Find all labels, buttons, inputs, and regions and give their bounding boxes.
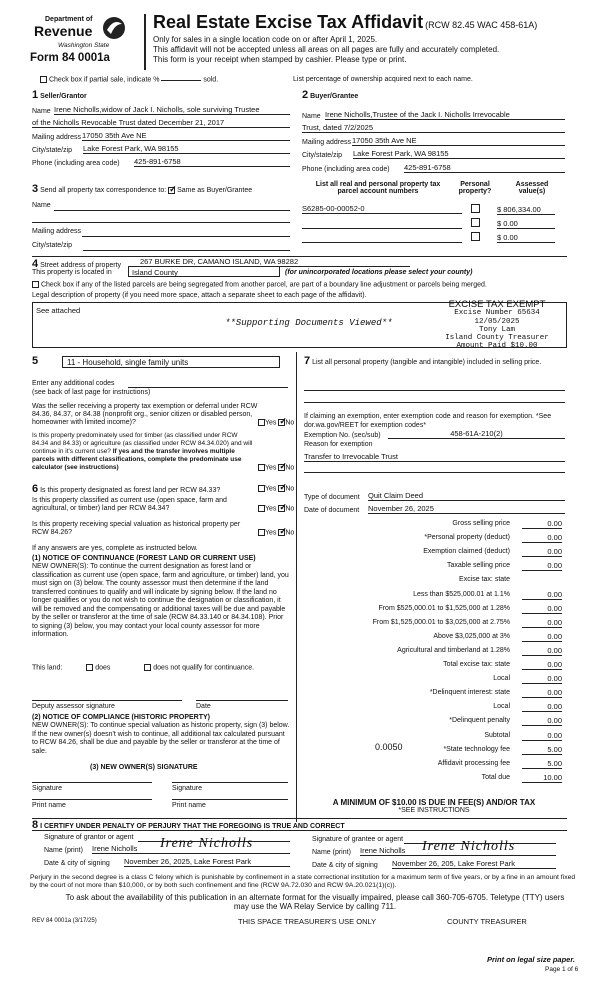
minimum-due: A MINIMUM OF $10.00 IS DUE IN FEE(S) AND/OR TAX bbox=[332, 798, 536, 807]
legal-paper-note: Print on legal size paper. bbox=[487, 955, 575, 964]
county-note: (for unincorporated locations please select your county) bbox=[285, 269, 473, 276]
if-yes-note: If any answers are yes, complete as instructed below. bbox=[32, 545, 198, 552]
land-does-not-checkbox[interactable] bbox=[144, 664, 151, 671]
local-rate: 0.0050 bbox=[375, 742, 403, 752]
dept-line1: Department of bbox=[45, 16, 93, 23]
buyer-mail-label: Mailing address bbox=[302, 139, 352, 146]
section7-heading: 7 List all personal property (tangible and intangible) included in selling price. bbox=[304, 355, 542, 367]
addl-codes-label: Enter any additional codes bbox=[32, 380, 115, 387]
notice3-title: (3) NEW OWNER(S) SIGNATURE bbox=[90, 764, 198, 771]
q-exemption-yesno: Yes ✓ No bbox=[258, 419, 294, 426]
personal-header: Personal property? bbox=[458, 181, 492, 195]
grantor-sig-label: Signature of grantor or agent bbox=[44, 834, 134, 841]
owner-sig-label-1: Signature bbox=[32, 785, 62, 792]
supporting-docs: **Supporting Documents Viewed** bbox=[225, 318, 393, 328]
dor-logo bbox=[30, 12, 130, 70]
dept-line3: Washington State bbox=[58, 42, 110, 49]
section1-heading: 1 Seller/Grantor bbox=[32, 89, 87, 101]
tax-row-label: *Delinquent interest: state bbox=[429, 689, 510, 697]
tax-row-label: Agricultural and timberland at 1.28% bbox=[397, 646, 510, 654]
tax-row-value[interactable]: 0.00 bbox=[522, 604, 562, 614]
tax-row-value[interactable]: 0.00 bbox=[522, 702, 562, 712]
grantor-name-label: Name (print) bbox=[44, 847, 83, 854]
grantee-name[interactable]: Irene Nicholls bbox=[360, 846, 556, 856]
seller-name-label: Name bbox=[32, 108, 51, 115]
reason-label: Reason for exemption bbox=[304, 441, 373, 448]
land-does-checkbox[interactable] bbox=[86, 664, 93, 671]
rev-number: REV 84 0001a (3/17/25) bbox=[32, 918, 97, 924]
header-note-3: This form is your receipt when stamped by cashier. Please type or print. bbox=[153, 55, 407, 64]
seller-mail-label: Mailing address bbox=[32, 134, 82, 141]
doc-date-label: Date of document bbox=[304, 507, 360, 514]
exemption-note: If claiming an exemption, enter exemption code and reason for exemption. *See dor.wa.gov/REET for exemption codes* bbox=[304, 413, 552, 429]
tax-row-value[interactable]: 0.00 bbox=[522, 547, 562, 557]
q-current-use: Is this property classified as current use (open space, farm and agricultural, or timber) land per RCW 84.34? bbox=[32, 497, 227, 512]
owner-print-label-2: Print name bbox=[172, 802, 206, 809]
section2-heading: 2 Buyer/Grantee bbox=[302, 89, 359, 101]
buyer-name-2[interactable]: Trust, dated 7/2/2025 bbox=[302, 123, 565, 133]
buyer-mail[interactable]: 17050 35th Ave NE bbox=[352, 136, 565, 146]
grantee-signature[interactable]: Irene Nicholls bbox=[422, 839, 516, 854]
buyer-phone[interactable]: 425-891-6758 bbox=[404, 163, 565, 173]
q-historic-yesno: Yes ✓ No bbox=[258, 529, 294, 536]
tax-row-label: *Delinquent penalty bbox=[449, 717, 510, 725]
personal-checkbox-3[interactable] bbox=[471, 232, 480, 241]
q-forest-yesno: Yes ✓ No bbox=[258, 485, 294, 492]
buyer-city-label: City/state/zip bbox=[302, 152, 343, 159]
tax-row-label: From $1,525,000.01 to $3,025,000 at 2.75% bbox=[372, 618, 510, 626]
tax-row-value[interactable]: 5.00 bbox=[522, 745, 562, 755]
assessed-value-3[interactable]: $ 0.00 bbox=[497, 233, 555, 243]
parcel-number[interactable]: S6285-00-00052-0 bbox=[302, 204, 462, 214]
logo-swoosh-icon bbox=[102, 16, 126, 42]
tax-row-value[interactable]: 0.00 bbox=[522, 646, 562, 656]
this-land-row: This land: does does not qualify for continuance. bbox=[32, 664, 255, 672]
buyer-name-1[interactable]: Irene Nicholls,Trustee of the Jack I. Nicholls Irrevocable bbox=[325, 110, 565, 120]
header-note-2: This affidavit will not be accepted unless all areas on all pages are fully and accurately completed. bbox=[153, 45, 500, 54]
personal-checkbox-1[interactable] bbox=[471, 204, 480, 213]
grantor-date[interactable]: November 26, 2025, Lake Forest Park bbox=[124, 857, 290, 867]
tax-row-label: Excise tax: state bbox=[459, 576, 510, 584]
county-treasurer: COUNTY TREASURER bbox=[447, 917, 527, 926]
q-historic: Is this property receiving special valuation as historical property per RCW 84.26? bbox=[32, 521, 241, 536]
tax-row-label: Total due bbox=[481, 773, 510, 781]
owner-print-label-1: Print name bbox=[32, 802, 66, 809]
tax-row-value[interactable]: 0.00 bbox=[522, 688, 562, 698]
seller-city-label: City/state/zip bbox=[32, 147, 73, 154]
seller-phone[interactable]: 425-891-6758 bbox=[134, 157, 290, 167]
partial-sale-row bbox=[40, 76, 218, 83]
tax-row-value[interactable]: 0.00 bbox=[522, 660, 562, 670]
tax-row-label: From $525,000.01 to $1,525,000 at 1.28% bbox=[378, 604, 510, 612]
perjury-note: Perjury in the second degree is a class C felony which is punishable by confinement in a state correctional institution for a maximum term of five years, or by a fine in an amount fixed by the court of not more than $10,000, or by both such confinement and fine (RCW 9A.72.030 and RCW 9A.20.021(1)(c)). bbox=[30, 874, 576, 889]
partial-sale-suffix: sold. bbox=[203, 76, 219, 84]
grantee-sig-label: Signature of grantee or agent bbox=[312, 836, 404, 843]
same-as-buyer-checkbox[interactable] bbox=[168, 187, 175, 194]
section8-heading: 8 I CERTIFY UNDER PENALTY OF PERJURY THAT THE FOREGOING IS TRUE AND CORRECT bbox=[32, 819, 345, 831]
section3-heading: 3 Send all property tax correspondence to: ✓ Same as Buyer/Grantee bbox=[32, 183, 252, 195]
buyer-name-label: Name bbox=[302, 113, 321, 120]
q-current-use-yesno: Yes ✓ No bbox=[258, 505, 294, 512]
seller-name-2[interactable]: of the Nicholls Revocable Trust dated December 21, 2017 bbox=[32, 118, 290, 128]
form-title bbox=[153, 12, 537, 33]
alt-format-note: To ask about the availability of this publication in an alternate format for the visually impaired, please call 360-705-6705. Teletype (TTY) users may use the WA Relay Service by calling 711. bbox=[65, 893, 565, 911]
tax-row-value[interactable]: 0.00 bbox=[522, 533, 562, 543]
tax-row-label: Less than $525,000.01 at 1.1% bbox=[413, 590, 510, 598]
q-exemption: Was the seller receiving a property tax exemption or deferral under RCW 84.36, 84.37, or 84.38 (nonprofit org., senior citizen or disabled person, homeowner with limited income)? bbox=[32, 403, 258, 426]
tax-row-value[interactable]: 0.00 bbox=[522, 632, 562, 642]
addl-codes-note: (see back of last page for instructions) bbox=[32, 389, 151, 396]
tax-row-label: *Personal property (deduct) bbox=[424, 534, 510, 542]
seller-phone-label: Phone (including area code) bbox=[32, 160, 120, 167]
tax-row-label: Above $3,025,000 at 3% bbox=[433, 632, 510, 640]
assessed-value-1[interactable]: $ 806,334.00 bbox=[497, 205, 555, 215]
tax-row-label: Local bbox=[493, 703, 510, 711]
form-rcw: (RCW 82.45 WAC 458-61A) bbox=[425, 20, 538, 30]
tax-row-value[interactable]: 0.00 bbox=[522, 590, 562, 600]
grantee-date[interactable]: November 26, 205, Lake Forest Park bbox=[392, 859, 556, 869]
partial-sale-label: Check box if partial sale, indicate % bbox=[48, 76, 160, 84]
corr-name-label: Name bbox=[32, 202, 51, 209]
tax-row-value[interactable]: 10.00 bbox=[522, 773, 562, 783]
tax-row-label: Exemption claimed (deduct) bbox=[423, 548, 510, 556]
q-timber: Is this property predominately used for timber (as classified under RCW 84.34 and 84.33) or agriculture (as classified under RCW 84.34.020) and will continue in it's current use? If yes and the transfer involves multiple parcels with different classifications, complete the predominate use calculator (see instructions) bbox=[32, 432, 253, 471]
owner-sig-label-2: Signature bbox=[172, 785, 202, 792]
corr-mail-label: Mailing address bbox=[32, 228, 82, 235]
q-forest: 6 Is this property designated as forest land per RCW 84.33? bbox=[32, 483, 221, 495]
tax-row-value[interactable]: 0.00 bbox=[522, 618, 562, 628]
property-street[interactable]: 267 BURKE DR, CAMANO ISLAND, WA 98282 bbox=[140, 257, 410, 267]
grantor-name[interactable]: Irene Nicholls bbox=[92, 844, 290, 854]
buyer-phone-label: Phone (including area code) bbox=[302, 166, 390, 173]
dept-line2: Revenue bbox=[34, 23, 93, 39]
legal-description: See attached bbox=[36, 306, 81, 315]
located-label: This property is located in bbox=[32, 269, 112, 276]
grantor-signature[interactable]: Irene Nicholls bbox=[160, 836, 254, 851]
corr-city-label: City/state/zip bbox=[32, 242, 73, 249]
tax-row-label: Affidavit processing fee bbox=[437, 759, 510, 767]
notice2-title: (2) NOTICE OF COMPLIANCE (HISTORIC PROPERTY) bbox=[32, 714, 210, 721]
seller-mail[interactable]: 17050 35th Ave NE bbox=[82, 131, 290, 141]
tax-row-value[interactable]: 5.00 bbox=[522, 759, 562, 769]
tax-row-label: Total excise tax: state bbox=[443, 661, 510, 668]
buyer-city[interactable]: Lake Forest Park, WA 98155 bbox=[353, 149, 565, 159]
partial-sale-checkbox[interactable] bbox=[40, 76, 47, 83]
personal-checkbox-2[interactable] bbox=[471, 218, 480, 227]
legal-label: Legal description of property (if you need more space, attach a separate sheet to each page of the affidavit). bbox=[32, 292, 367, 299]
segregate-checkbox[interactable] bbox=[32, 281, 39, 288]
exemption-reason[interactable]: Transfer to Irrevocable Trust bbox=[304, 452, 565, 462]
tax-row-value[interactable]: 0.00 bbox=[522, 731, 562, 741]
tax-row-value[interactable]: 0.00 bbox=[522, 561, 562, 571]
doc-type[interactable]: Quit Claim Deed bbox=[368, 491, 565, 501]
assessed-header: Assessed value(s) bbox=[515, 181, 549, 195]
notice1-body: NEW OWNER(S): To continue the current designation as forest land or classification as current use (open space, farm and agriculture, or timber) land, you must sign on (3) below. The county assessor must then determine if the land transferred continues to qualify and will indicate by signing below. If the land no longer qualifies or you do not wish to continue the designation or classification, it will be removed and the compensating or additional taxes will be due and payable by the seller or transferor at the time of sale (RCW 84.33.140 or 84.34.108). Prior to signing (3) below, you may contact your local county assessor for more information. bbox=[32, 563, 289, 638]
page-number: Page 1 of 6 bbox=[545, 966, 579, 973]
grantee-name-label: Name (print) bbox=[312, 849, 351, 856]
seller-name-1[interactable]: Irene Nicholls,widow of Jack I. Nicholls, sole surviving Trustee bbox=[54, 105, 290, 115]
deputy-signature-label: Deputy assessor signature bbox=[32, 703, 115, 710]
tax-row-label: *State technology fee bbox=[443, 745, 510, 753]
form-number: Form 84 0001a bbox=[30, 52, 110, 64]
deputy-date-label: Date bbox=[196, 703, 211, 710]
county-select[interactable]: Island County bbox=[128, 266, 280, 277]
use-code-select[interactable]: 11 - Household, single family units bbox=[62, 356, 280, 368]
tax-row-label: Taxable selling price bbox=[446, 562, 510, 570]
section5-number: 5 bbox=[32, 355, 39, 367]
doc-date[interactable]: November 26, 2025 bbox=[368, 504, 565, 514]
tax-row-label: Gross selling price bbox=[452, 520, 510, 527]
section4-street-row: 4 Street address of property bbox=[32, 258, 122, 270]
assessed-value-2[interactable]: $ 0.00 bbox=[497, 219, 555, 229]
header-note-1: Only for sales in a single location code on or after April 1, 2025. bbox=[153, 35, 378, 44]
doc-type-label: Type of document bbox=[304, 494, 360, 501]
seller-city[interactable]: Lake Forest Park, WA 98155 bbox=[83, 144, 290, 154]
treasurer-space: THIS SPACE TREASURER'S USE ONLY bbox=[238, 917, 377, 926]
tax-row-label: Subtotal bbox=[484, 731, 510, 739]
grantee-date-label: Date & city of signing bbox=[312, 862, 378, 869]
tax-row-value[interactable]: 0.00 bbox=[522, 674, 562, 684]
treasurer-stamp: EXCISE TAX EXEMPT Excise Number 65634 12/05/2025 Tony Lam Island County Treasurer Amount Paid $10.00 bbox=[445, 299, 549, 351]
exemption-no[interactable]: 458-61A-210(2) bbox=[388, 429, 565, 439]
q-timber-yesno: Yes ✓ No bbox=[258, 464, 294, 471]
ownership-note: List percentage of ownership acquired next to each name. bbox=[293, 76, 473, 83]
form-title-text: Real Estate Excise Tax Affidavit bbox=[153, 12, 424, 32]
notice2-body: NEW OWNER(S): To continue special valuation as historic property, sign (3) below. If the new owner(s) doesn't wish to continue, all additional tax calculated pursuant to RCW 84.26, shall be due and payable by the seller or transferor at the time of sale. bbox=[32, 722, 290, 755]
notice1-title: (1) NOTICE OF CONTINUANCE (FOREST LAND OR CURRENT USE) bbox=[32, 555, 256, 562]
parcel-header: List all real and personal property tax parcel account numbers bbox=[315, 181, 441, 195]
exemption-no-label: Exemption No. (sec/sub) bbox=[304, 432, 381, 439]
grantor-date-label: Date & city of signing bbox=[44, 860, 110, 867]
tax-row-label: Local bbox=[493, 675, 510, 683]
see-instructions: *SEE INSTRUCTIONS bbox=[398, 807, 470, 814]
tax-row-value[interactable]: 0.00 bbox=[522, 519, 562, 529]
tax-row-value[interactable]: 0.00 bbox=[522, 716, 562, 726]
segregate-row: Check box if any of the listed parcels are being segregated from another parcel, are part of a boundary line adjustment or parcels being merged. bbox=[32, 281, 487, 288]
